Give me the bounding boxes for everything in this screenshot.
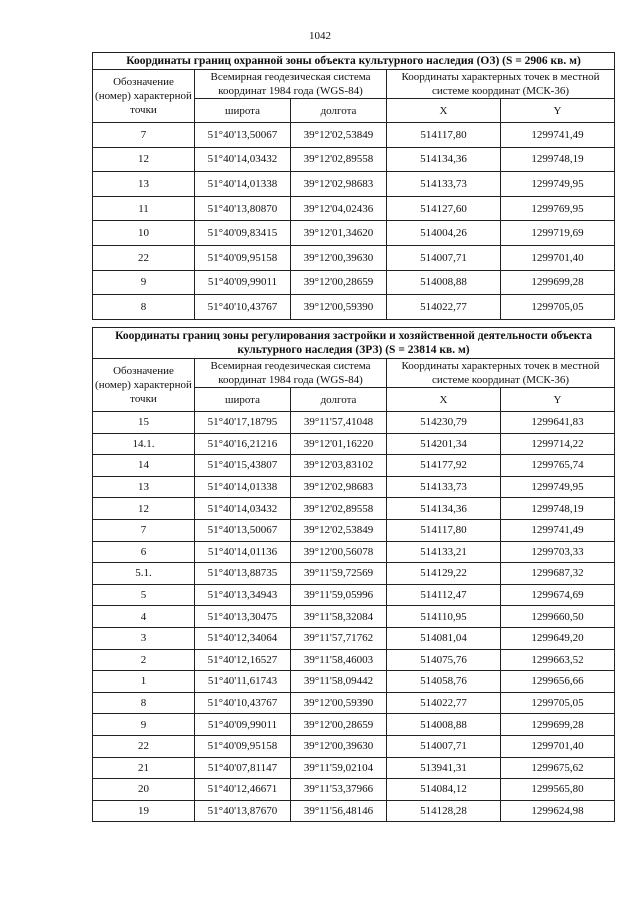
x-cell: 514008,88 <box>387 270 501 295</box>
x-cell: 513941,31 <box>387 757 501 779</box>
longitude-cell: 39°12'00,59390 <box>291 295 387 320</box>
point-number-cell: 22 <box>93 245 195 270</box>
latitude-cell: 51°40'14,03432 <box>195 147 291 172</box>
x-cell: 514112,47 <box>387 584 501 606</box>
latitude-cell: 51°40'13,80870 <box>195 196 291 221</box>
latitude-cell: 51°40'14,03432 <box>195 498 291 520</box>
x-cell: 514117,80 <box>387 123 501 148</box>
table-row <box>93 584 615 606</box>
y-cell: 1299705,05 <box>501 295 615 320</box>
y-cell: 1299701,40 <box>501 735 615 757</box>
longitude-cell: 39°12'00,39630 <box>291 735 387 757</box>
y-cell: 1299660,50 <box>501 606 615 628</box>
x-cell: 514127,60 <box>387 196 501 221</box>
table-row <box>93 671 615 693</box>
y-cell: 1299656,66 <box>501 671 615 693</box>
table-title: Координаты границ охранной зоны объекта культурного наследия (ОЗ) (S = 2906 кв. м) <box>93 53 615 70</box>
latitude-cell: 51°40'12,34064 <box>195 627 291 649</box>
longitude-cell: 39°11'59,02104 <box>291 757 387 779</box>
point-number-cell: 5 <box>93 584 195 606</box>
y-cell: 1299687,32 <box>501 563 615 585</box>
y-cell: 1299674,69 <box>501 584 615 606</box>
table-row <box>93 172 615 197</box>
point-number-cell: 9 <box>93 270 195 295</box>
point-number-cell: 13 <box>93 172 195 197</box>
y-cell: 1299769,95 <box>501 196 615 221</box>
latitude-cell: 51°40'11,61743 <box>195 671 291 693</box>
point-number-cell: 7 <box>93 123 195 148</box>
table-row <box>93 649 615 671</box>
y-cell: 1299675,62 <box>501 757 615 779</box>
longitude-cell: 39°12'02,89558 <box>291 147 387 172</box>
page-number: 1042 <box>309 30 331 42</box>
x-cell: 514133,21 <box>387 541 501 563</box>
latitude-cell: 51°40'13,50067 <box>195 123 291 148</box>
point-number-cell: 21 <box>93 757 195 779</box>
point-number-cell: 1 <box>93 671 195 693</box>
table-row <box>93 779 615 801</box>
table-row <box>93 563 615 585</box>
y-cell: 1299748,19 <box>501 147 615 172</box>
table-row <box>93 455 615 477</box>
table-row <box>93 147 615 172</box>
longitude-cell: 39°12'01,34620 <box>291 221 387 246</box>
longitude-cell: 39°12'02,53849 <box>291 519 387 541</box>
longitude-cell: 39°11'59,05996 <box>291 584 387 606</box>
longitude-cell: 39°11'59,72569 <box>291 563 387 585</box>
y-cell: 1299741,49 <box>501 123 615 148</box>
y-cell: 1299701,40 <box>501 245 615 270</box>
y-cell: 1299699,28 <box>501 270 615 295</box>
longitude-cell: 39°11'56,48146 <box>291 800 387 822</box>
zrz-coordinates-table <box>92 327 615 822</box>
y-cell: 1299748,19 <box>501 498 615 520</box>
x-cell: 514084,12 <box>387 779 501 801</box>
latitude-cell: 51°40'13,88735 <box>195 563 291 585</box>
longitude-cell: 39°12'04,02436 <box>291 196 387 221</box>
y-cell: 1299749,95 <box>501 172 615 197</box>
longitude-cell: 39°11'58,32084 <box>291 606 387 628</box>
point-number-cell: 8 <box>93 295 195 320</box>
x-cell: 514177,92 <box>387 455 501 477</box>
latitude-cell: 51°40'14,01338 <box>195 172 291 197</box>
table-row <box>93 245 615 270</box>
latitude-cell: 51°40'17,18795 <box>195 412 291 434</box>
x-cell: 514022,77 <box>387 295 501 320</box>
latitude-cell: 51°40'09,99011 <box>195 270 291 295</box>
latitude-cell: 51°40'13,30475 <box>195 606 291 628</box>
table-row <box>93 196 615 221</box>
y-cell: 1299649,20 <box>501 627 615 649</box>
point-number-cell: 14.1. <box>93 433 195 455</box>
latitude-cell: 51°40'09,83415 <box>195 221 291 246</box>
table-row <box>93 735 615 757</box>
latitude-cell: 51°40'13,50067 <box>195 519 291 541</box>
x-cell: 514133,73 <box>387 476 501 498</box>
y-cell: 1299703,33 <box>501 541 615 563</box>
table-row <box>93 433 615 455</box>
x-cell: 514201,34 <box>387 433 501 455</box>
table-row <box>93 714 615 736</box>
longitude-cell: 39°12'00,28659 <box>291 714 387 736</box>
x-cell: 514058,76 <box>387 671 501 693</box>
latitude-header: широта <box>195 99 291 123</box>
point-number-cell: 13 <box>93 476 195 498</box>
y-cell: 1299624,98 <box>501 800 615 822</box>
y-cell: 1299719,69 <box>501 221 615 246</box>
x-cell: 514075,76 <box>387 649 501 671</box>
table-row <box>93 412 615 434</box>
table-row <box>93 519 615 541</box>
y-cell: 1299699,28 <box>501 714 615 736</box>
longitude-cell: 39°12'01,16220 <box>291 433 387 455</box>
y-header: Y <box>501 388 615 412</box>
table-row <box>93 123 615 148</box>
point-number-header: Обозначение (номер) характерной точки <box>93 359 195 412</box>
msk36-header: Координаты характерных точек в местной системе координат (МСК-36) <box>387 70 615 99</box>
point-number-cell: 8 <box>93 692 195 714</box>
point-number-cell: 5.1. <box>93 563 195 585</box>
point-number-cell: 2 <box>93 649 195 671</box>
point-number-cell: 6 <box>93 541 195 563</box>
msk36-header: Координаты характерных точек в местной системе координат (МСК-36) <box>387 359 615 388</box>
x-cell: 514133,73 <box>387 172 501 197</box>
x-cell: 514230,79 <box>387 412 501 434</box>
latitude-cell: 51°40'13,87670 <box>195 800 291 822</box>
x-cell: 514117,80 <box>387 519 501 541</box>
point-number-cell: 3 <box>93 627 195 649</box>
point-number-cell: 11 <box>93 196 195 221</box>
latitude-cell: 51°40'14,01338 <box>195 476 291 498</box>
y-cell: 1299765,74 <box>501 455 615 477</box>
longitude-header: долгота <box>291 388 387 412</box>
y-header: Y <box>501 99 615 123</box>
point-number-cell: 15 <box>93 412 195 434</box>
longitude-cell: 39°11'57,41048 <box>291 412 387 434</box>
latitude-header: широта <box>195 388 291 412</box>
wgs84-header: Всемирная геодезическая система координат 1984 года (WGS-84) <box>195 359 387 388</box>
y-cell: 1299714,22 <box>501 433 615 455</box>
longitude-cell: 39°12'02,53849 <box>291 123 387 148</box>
longitude-cell: 39°11'57,71762 <box>291 627 387 649</box>
point-number-cell: 14 <box>93 455 195 477</box>
x-cell: 514134,36 <box>387 498 501 520</box>
latitude-cell: 51°40'10,43767 <box>195 692 291 714</box>
y-cell: 1299749,95 <box>501 476 615 498</box>
latitude-cell: 51°40'07,81147 <box>195 757 291 779</box>
longitude-cell: 39°12'02,89558 <box>291 498 387 520</box>
point-number-cell: 12 <box>93 498 195 520</box>
latitude-cell: 51°40'09,99011 <box>195 714 291 736</box>
table-row <box>93 606 615 628</box>
longitude-cell: 39°12'02,98683 <box>291 172 387 197</box>
x-cell: 514007,71 <box>387 245 501 270</box>
longitude-cell: 39°11'53,37966 <box>291 779 387 801</box>
x-cell: 514134,36 <box>387 147 501 172</box>
y-cell: 1299663,52 <box>501 649 615 671</box>
x-cell: 514129,22 <box>387 563 501 585</box>
x-header: X <box>387 388 501 412</box>
latitude-cell: 51°40'13,34943 <box>195 584 291 606</box>
y-cell: 1299565,80 <box>501 779 615 801</box>
latitude-cell: 51°40'15,43807 <box>195 455 291 477</box>
x-cell: 514004,26 <box>387 221 501 246</box>
longitude-cell: 39°11'58,09442 <box>291 671 387 693</box>
x-header: X <box>387 99 501 123</box>
longitude-cell: 39°12'00,39630 <box>291 245 387 270</box>
longitude-cell: 39°12'03,83102 <box>291 455 387 477</box>
x-cell: 514128,28 <box>387 800 501 822</box>
latitude-cell: 51°40'10,43767 <box>195 295 291 320</box>
point-number-cell: 7 <box>93 519 195 541</box>
table-row <box>93 627 615 649</box>
table-row <box>93 476 615 498</box>
longitude-cell: 39°12'00,28659 <box>291 270 387 295</box>
table-row <box>93 270 615 295</box>
table-row <box>93 692 615 714</box>
longitude-cell: 39°12'00,56078 <box>291 541 387 563</box>
longitude-cell: 39°12'00,59390 <box>291 692 387 714</box>
table-row <box>93 541 615 563</box>
x-cell: 514007,71 <box>387 735 501 757</box>
table-row <box>93 498 615 520</box>
point-number-header: Обозначение (номер) характерной точки <box>93 70 195 123</box>
latitude-cell: 51°40'12,16527 <box>195 649 291 671</box>
x-cell: 514022,77 <box>387 692 501 714</box>
point-number-cell: 4 <box>93 606 195 628</box>
table-row <box>93 221 615 246</box>
longitude-header: долгота <box>291 99 387 123</box>
x-cell: 514008,88 <box>387 714 501 736</box>
latitude-cell: 51°40'09,95158 <box>195 245 291 270</box>
point-number-cell: 19 <box>93 800 195 822</box>
point-number-cell: 10 <box>93 221 195 246</box>
point-number-cell: 20 <box>93 779 195 801</box>
table-row <box>93 757 615 779</box>
point-number-cell: 12 <box>93 147 195 172</box>
wgs84-header: Всемирная геодезическая система координат 1984 года (WGS-84) <box>195 70 387 99</box>
table-title: Координаты границ зоны регулирования застройки и хозяйственной деятельности объекта культурного наследия (ЗРЗ) (S = 23814 кв. м) <box>93 328 615 359</box>
latitude-cell: 51°40'09,95158 <box>195 735 291 757</box>
y-cell: 1299741,49 <box>501 519 615 541</box>
point-number-cell: 22 <box>93 735 195 757</box>
x-cell: 514081,04 <box>387 627 501 649</box>
longitude-cell: 39°12'02,98683 <box>291 476 387 498</box>
y-cell: 1299705,05 <box>501 692 615 714</box>
latitude-cell: 51°40'16,21216 <box>195 433 291 455</box>
longitude-cell: 39°11'58,46003 <box>291 649 387 671</box>
table-row <box>93 800 615 822</box>
oz-coordinates-table <box>92 52 615 320</box>
table-row <box>93 295 615 320</box>
latitude-cell: 51°40'14,01136 <box>195 541 291 563</box>
x-cell: 514110,95 <box>387 606 501 628</box>
point-number-cell: 9 <box>93 714 195 736</box>
y-cell: 1299641,83 <box>501 412 615 434</box>
latitude-cell: 51°40'12,46671 <box>195 779 291 801</box>
